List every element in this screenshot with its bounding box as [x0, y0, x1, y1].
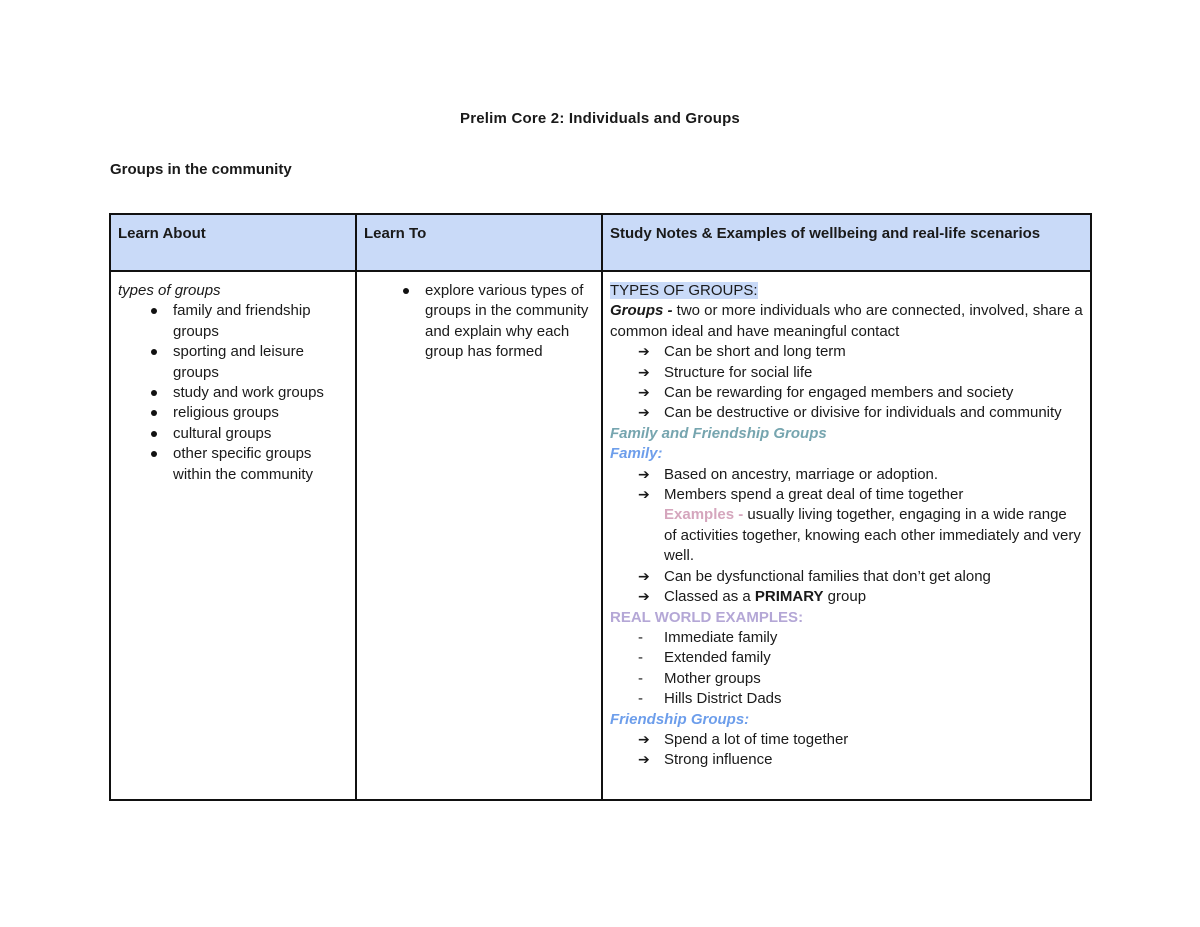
table-header-row — [110, 214, 1091, 271]
header-learn-to: Learn To — [356, 214, 602, 271]
list-item: ➔ Can be destructive or divisive for individuals and community — [664, 403, 1083, 423]
learn-about-intro: types of groups — [118, 282, 221, 299]
learn-to-cell — [356, 271, 602, 800]
table-row — [110, 271, 1091, 800]
list-item: cultural groups — [173, 424, 348, 444]
list-item: ➔ Can be short and long term — [664, 342, 1083, 362]
examples-text: usually living together, engaging in a wide range of activities together, knowing each other immediately and very well. — [664, 506, 1081, 565]
list-item: - Extended family — [664, 648, 1083, 668]
list-item: ➔ Can be rewarding for engaged members and society — [664, 383, 1083, 403]
real-world-heading: REAL WORLD EXAMPLES: — [610, 608, 804, 626]
types-of-groups-heading: TYPES OF GROUPS: — [610, 282, 758, 299]
list-item: explore various types of groups in the community and explain why each group has formed — [425, 281, 594, 363]
family-heading: Family: — [610, 445, 663, 463]
page-title: Prelim Core 2: Individuals and Groups — [460, 110, 740, 127]
friendship-heading: Friendship Groups: — [610, 710, 750, 728]
list-item: religious groups — [173, 403, 348, 423]
friendship-points-list — [610, 730, 1083, 771]
family-point-text: Members spend a great deal of time together — [664, 486, 964, 504]
list-item: ➔ Structure for social life — [664, 363, 1083, 383]
section-heading: Groups in the community — [110, 161, 292, 178]
study-notes-table — [109, 213, 1092, 801]
learn-about-cell — [110, 271, 356, 800]
groups-term: Groups - — [610, 302, 673, 320]
family-friendship-heading: Family and Friendship Groups — [610, 424, 827, 442]
header-study-notes: Study Notes & Examples of wellbeing and real-life scenarios — [602, 214, 1091, 271]
family-points-list — [610, 465, 1083, 608]
list-item: - Mother groups — [664, 669, 1083, 689]
list-item: family and friendship groups — [173, 301, 348, 342]
study-notes-cell — [602, 271, 1091, 800]
list-item: - Hills District Dads — [664, 689, 1083, 709]
list-item — [664, 485, 1083, 567]
examples-label: Examples - — [664, 506, 744, 524]
list-item: ➔ Strong influence — [664, 750, 1083, 770]
list-item: ➔ Classed as a PRIMARY group — [664, 587, 1083, 607]
primary-label: PRIMARY — [754, 588, 824, 606]
group-points-list — [610, 342, 1083, 424]
groups-definition-text: two or more individuals who are connected, involved, share a common ideal and have meaningful contact — [610, 302, 1083, 340]
learn-about-list — [118, 301, 348, 485]
learn-to-list — [364, 281, 594, 363]
list-item: study and work groups — [173, 383, 348, 403]
list-item: sporting and leisure groups — [173, 342, 348, 383]
real-world-list — [610, 628, 1083, 710]
header-learn-about: Learn About — [110, 214, 356, 271]
list-item: ➔ Based on ancestry, marriage or adoption. — [664, 465, 1083, 485]
list-item: ➔ Can be dysfunctional families that don’t get along — [664, 567, 1083, 587]
list-item: other specific groups within the community — [173, 444, 348, 485]
groups-definition — [610, 301, 1083, 342]
list-item: - Immediate family — [664, 628, 1083, 648]
list-item: ➔ Spend a lot of time together — [664, 730, 1083, 750]
